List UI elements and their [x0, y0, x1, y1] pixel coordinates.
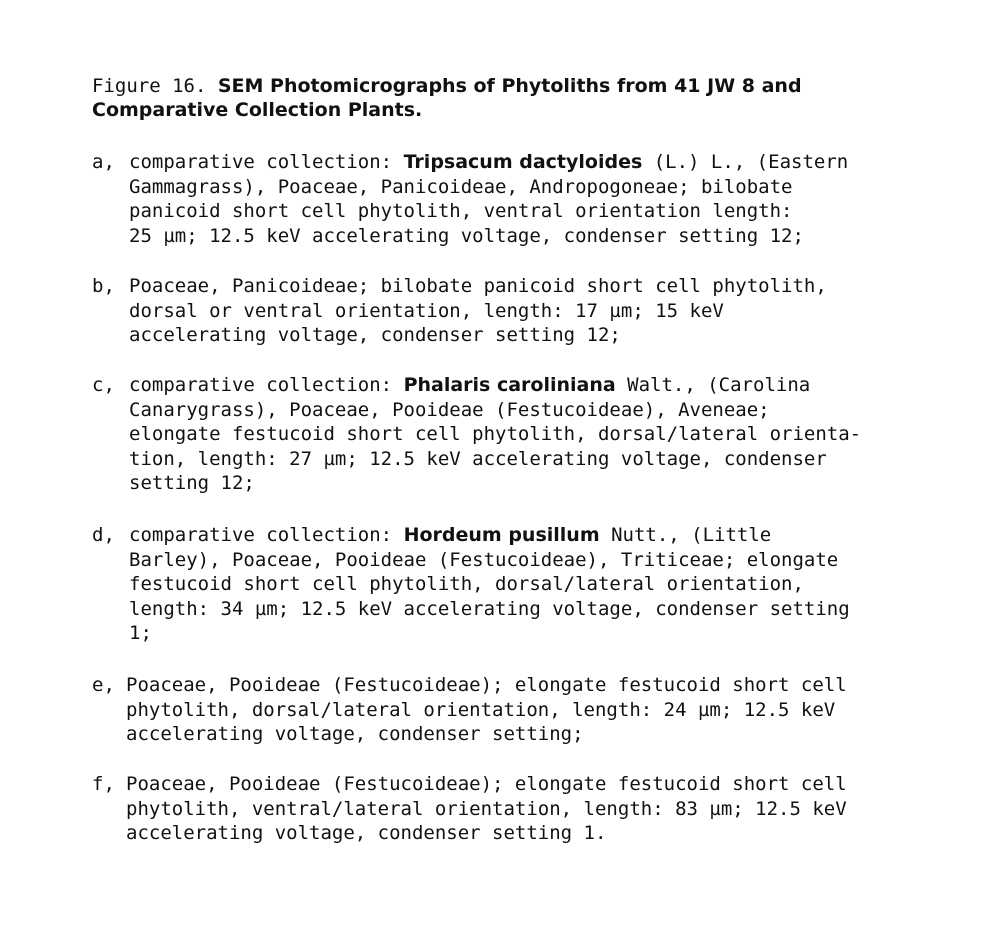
figure-title-line-2: Comparative Collection Plants.: [92, 99, 423, 121]
caption-entry-b: [92, 274, 932, 348]
entry-text: length: 34 µm; 12.5 keV accelerating voltage, condenser setting: [129, 597, 850, 620]
entry-letter: c,: [92, 374, 115, 396]
caption-entry-f: [92, 772, 932, 846]
entry-text: festucoid short cell phytolith, dorsal/lateral orientation,: [129, 573, 804, 596]
figure-caption: [92, 74, 942, 122]
entry-letter: f,: [92, 773, 115, 795]
entry-letter: d,: [92, 524, 115, 546]
entry-text: Canarygrass), Poaceae, Pooideae (Festucoideae), Aveneae;: [129, 398, 770, 421]
entry-text: Poaceae, Panicoideae; bilobate panicoid short cell phytolith,: [129, 275, 827, 297]
entry-text: phytolith, dorsal/lateral orientation, length: 24 µm; 12.5 keV: [126, 698, 836, 721]
entry-text: dorsal or ventral orientation, length: 17 µm; 15 keV: [129, 299, 724, 322]
entry-text: setting 12;: [129, 472, 255, 495]
entry-text: accelerating voltage, condenser setting 1.: [126, 822, 607, 845]
entry-text: accelerating voltage, condenser setting;: [126, 723, 584, 746]
taxon-name: Hordeum pusillum: [403, 524, 600, 546]
entry-text: comparative collection:: [129, 374, 393, 396]
taxon-name: Phalaris caroliniana: [403, 374, 616, 396]
entry-text: (L.) L., (Eastern: [653, 151, 849, 173]
figure-label: Figure 16.: [92, 75, 207, 97]
entry-text: Walt., (Carolina: [627, 374, 811, 396]
caption-entry-e: [92, 673, 932, 747]
entry-text: elongate festucoid short cell phytolith, dorsal/lateral orienta-: [129, 423, 862, 446]
entry-text: Nutt., (Little: [611, 524, 772, 546]
entry-text: comparative collection:: [129, 151, 393, 173]
entry-text: tion, length: 27 µm; 12.5 keV accelerating voltage, condenser: [129, 447, 827, 470]
entry-text: phytolith, ventral/lateral orientation, length: 83 µm; 12.5 keV: [126, 797, 847, 820]
entry-letter: a,: [92, 151, 115, 173]
entry-text: Poaceae, Pooideae (Festucoideae); elongate festucoid short cell: [126, 674, 847, 696]
taxon-name: Tripsacum dactyloides: [403, 151, 643, 173]
entry-text: Poaceae, Pooideae (Festucoideae); elongate festucoid short cell: [126, 773, 847, 795]
caption-entry-d: [92, 523, 932, 646]
entry-letter: b,: [92, 275, 115, 297]
entry-text: 25 µm; 12.5 keV accelerating voltage, condenser setting 12;: [129, 224, 804, 247]
entry-text: Barley), Poaceae, Pooideae (Festucoideae), Triticeae; elongate: [129, 548, 839, 571]
entry-letter: e,: [92, 674, 115, 696]
figure-title-line-1: SEM Photomicrographs of Phytoliths from 41 JW 8 and: [217, 75, 802, 97]
caption-entry-c: [92, 373, 932, 496]
entry-text: comparative collection:: [129, 524, 393, 546]
entry-text: Gammagrass), Poaceae, Panicoideae, Andropogoneae; bilobate: [129, 175, 793, 198]
entry-text: panicoid short cell phytolith, ventral orientation length:: [129, 200, 793, 223]
entry-text: accelerating voltage, condenser setting 12;: [129, 324, 621, 347]
entry-text: 1;: [129, 622, 152, 645]
caption-entry-a: [92, 150, 932, 248]
